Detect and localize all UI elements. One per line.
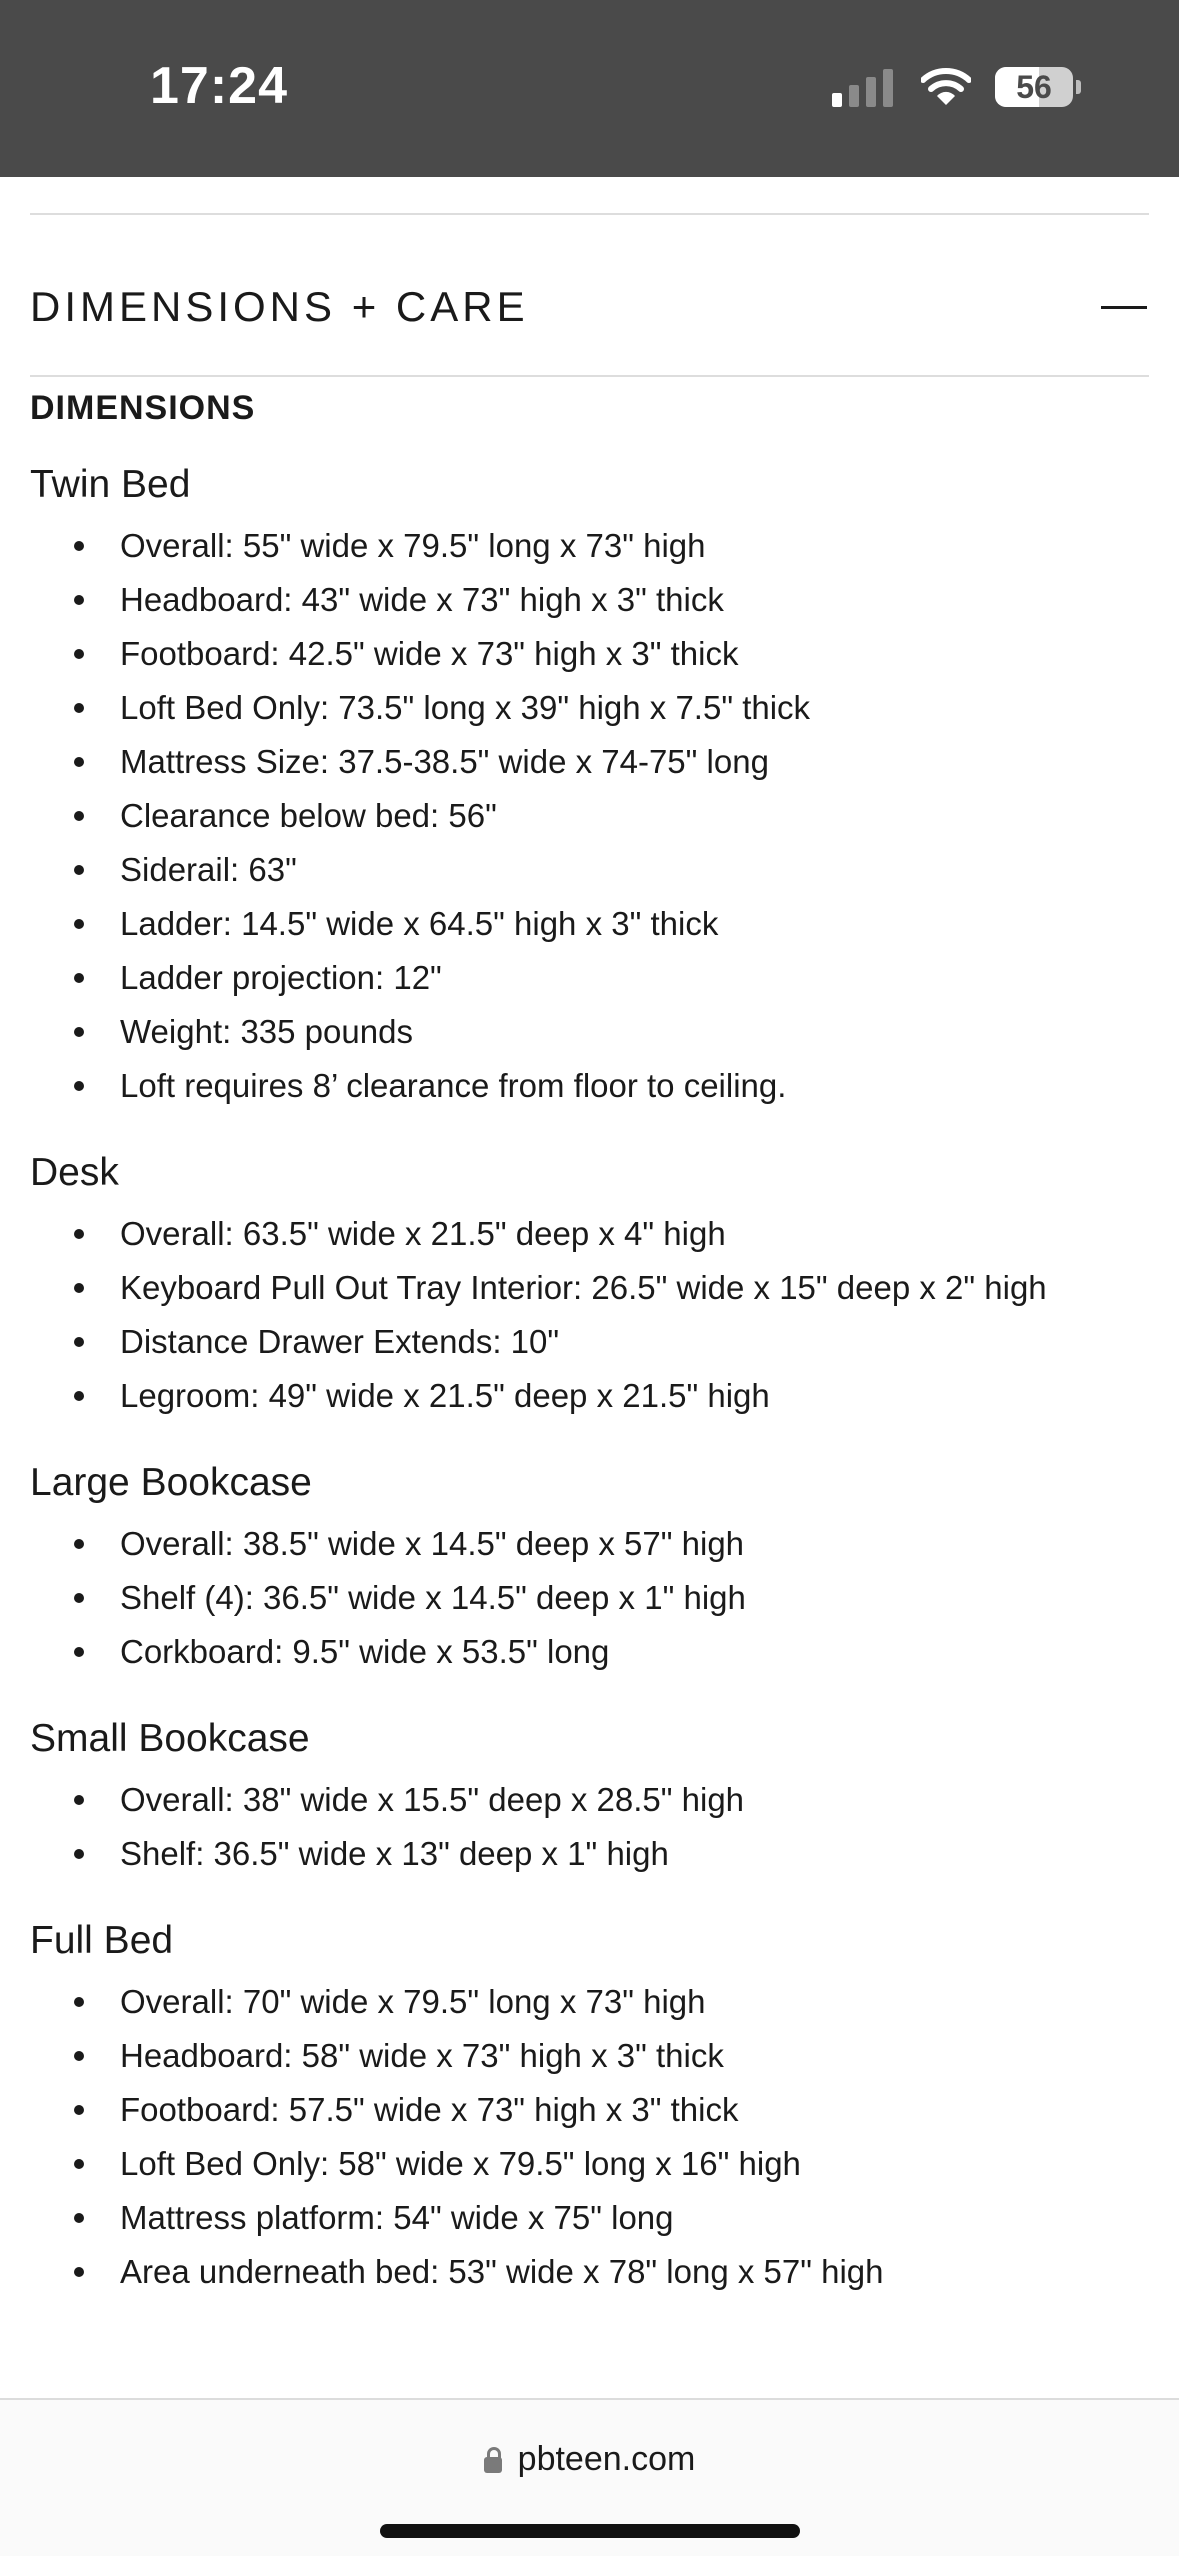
status-icons [832,62,1081,112]
list-item: Loft Bed Only: 58" wide x 79.5" long x 16" high [30,2137,1140,2191]
list-item: Loft requires 8’ clearance from floor to ceiling. [30,1059,1140,1113]
dimension-list [30,1207,1140,1423]
url-text[interactable]: pbteen.com [517,2440,696,2478]
list-item: Loft Bed Only: 73.5" long x 39" high x 7.5" thick [30,681,1140,735]
list-item: Weight: 335 pounds [30,1005,1140,1059]
group-title: Small Bookcase [30,1717,310,1760]
section-title: DIMENSIONS + CARE [30,283,529,330]
list-item: Siderail: 63" [30,843,1140,897]
list-item: Area underneath bed: 53" wide x 78" long x 57" high [30,2245,1140,2299]
list-item: Mattress platform: 54" wide x 75" long [30,2191,1140,2245]
dimensions-care-accordion-header[interactable] [30,272,1149,342]
dimension-groups [30,459,1140,2333]
list-item: Overall: 70" wide x 79.5" long x 73" high [30,1975,1140,2029]
battery-level: 56 [1016,68,1052,105]
dimension-group [30,1457,1140,1679]
cellular-signal-icon [832,67,893,107]
status-time: 17:24 [150,57,288,115]
dimension-list [30,1517,1140,1679]
list-item: Shelf (4): 36.5" wide x 14.5" deep x 1" high [30,1571,1140,1625]
list-item: Corkboard: 9.5" wide x 53.5" long [30,1625,1140,1679]
list-item: Overall: 38.5" wide x 14.5" deep x 57" high [30,1517,1140,1571]
lock-icon [484,2457,502,2473]
collapse-minus-icon[interactable] [1101,306,1147,309]
dimension-group [30,1713,1140,1881]
list-item: Overall: 38" wide x 15.5" deep x 28.5" high [30,1773,1140,1827]
dimension-group [30,1915,1140,2299]
list-item: Overall: 55" wide x 79.5" long x 73" high [30,519,1140,573]
group-title: Desk [30,1151,119,1194]
list-item: Mattress Size: 37.5-38.5" wide x 74-75" long [30,735,1140,789]
status-bar [0,0,1179,177]
dimension-list [30,519,1140,1113]
browser-bottom-bar [0,2398,1179,2556]
list-item: Legroom: 49" wide x 21.5" deep x 21.5" high [30,1369,1140,1423]
list-item: Footboard: 42.5" wide x 73" high x 3" thick [30,627,1140,681]
dimension-list [30,1773,1140,1881]
list-item: Ladder projection: 12" [30,951,1140,1005]
list-item: Headboard: 58" wide x 73" high x 3" thick [30,2029,1140,2083]
wifi-icon [921,67,971,107]
list-item: Headboard: 43" wide x 73" high x 3" thick [30,573,1140,627]
address-bar[interactable] [0,2440,1179,2479]
dimension-group [30,459,1140,1113]
dimension-group [30,1147,1140,1423]
list-item: Keyboard Pull Out Tray Interior: 26.5" wide x 15" deep x 2" high [30,1261,1140,1315]
home-indicator[interactable] [380,2524,800,2538]
list-item: Ladder: 14.5" wide x 64.5" high x 3" thick [30,897,1140,951]
dimension-list [30,1975,1140,2299]
dimensions-heading: DIMENSIONS [30,389,256,427]
list-item: Clearance below bed: 56" [30,789,1140,843]
list-item: Shelf: 36.5" wide x 13" deep x 1" high [30,1827,1140,1881]
list-item: Distance Drawer Extends: 10" [30,1315,1140,1369]
divider [30,213,1149,215]
divider [30,375,1149,377]
battery-icon [995,67,1073,107]
group-title: Full Bed [30,1919,174,1962]
group-title: Large Bookcase [30,1461,312,1504]
group-title: Twin Bed [30,463,191,506]
list-item: Overall: 63.5" wide x 21.5" deep x 4" high [30,1207,1140,1261]
list-item: Footboard: 57.5" wide x 73" high x 3" thick [30,2083,1140,2137]
page-content [0,177,1179,2397]
